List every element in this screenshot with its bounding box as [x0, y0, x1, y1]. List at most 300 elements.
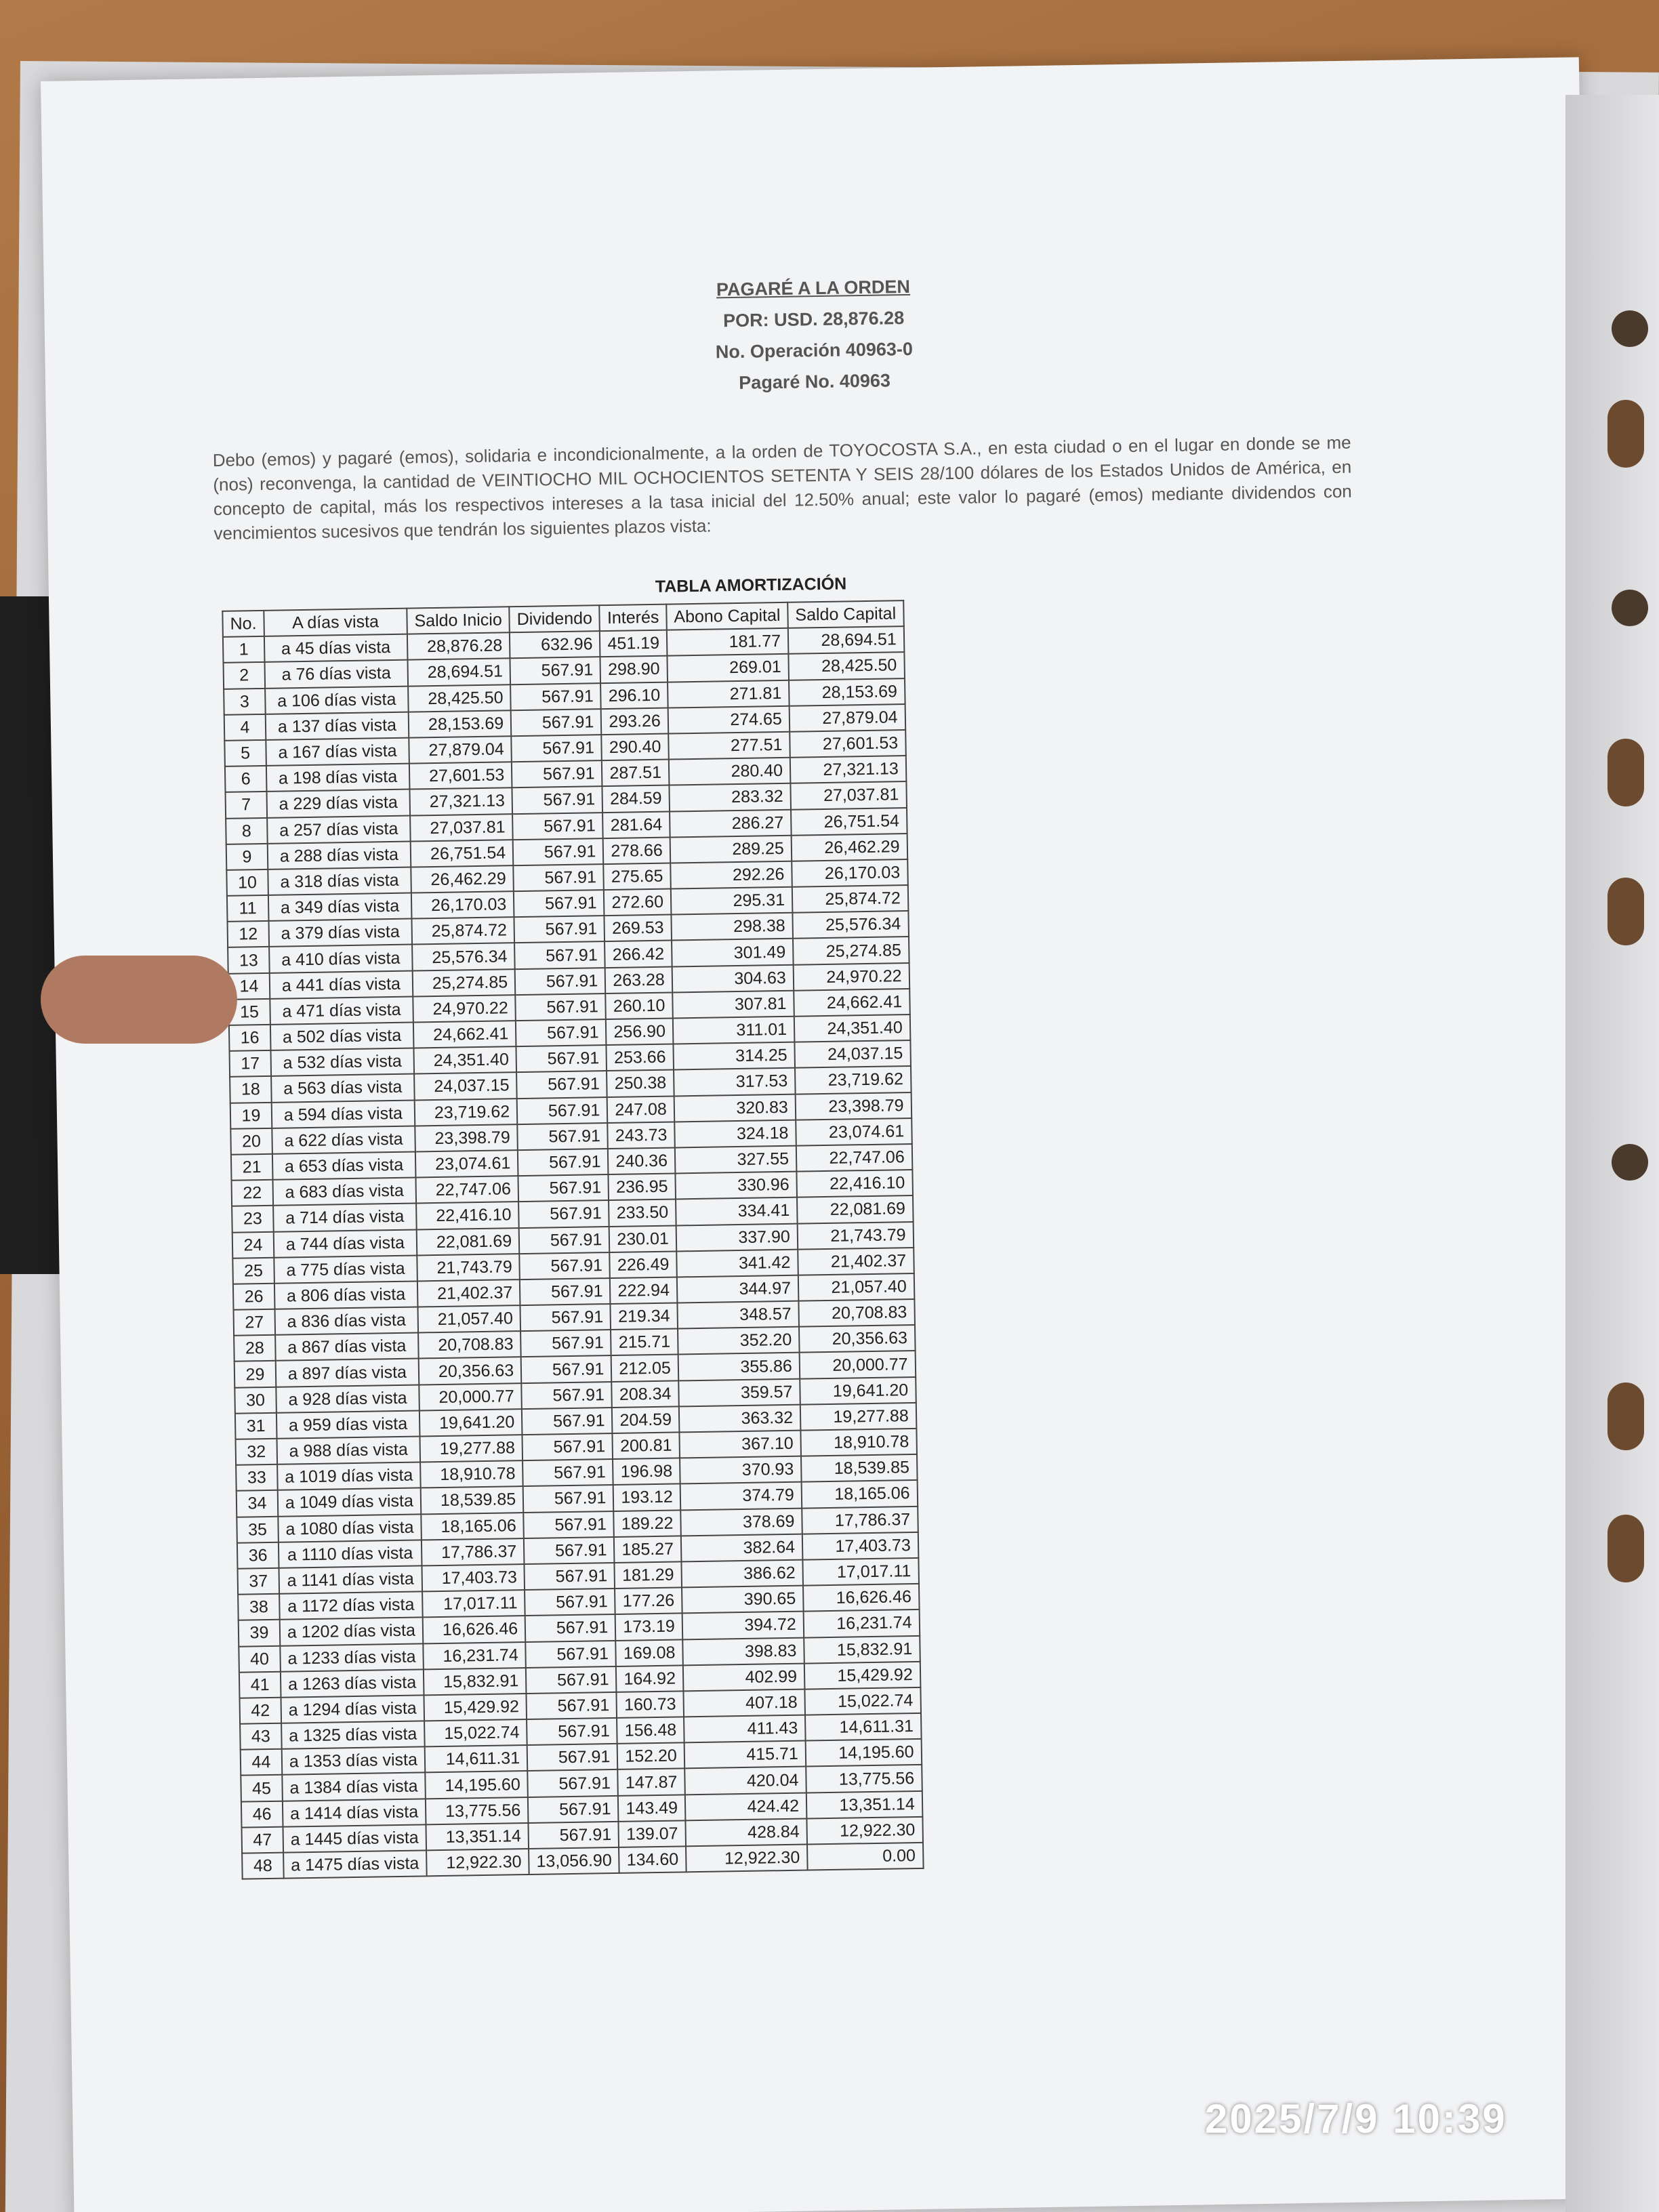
table-cell: 295.31: [671, 887, 793, 915]
table-cell: a 532 días vista: [270, 1048, 414, 1076]
table-cell: 567.91: [525, 1640, 616, 1667]
table-cell: 26,751.54: [411, 840, 514, 867]
punch-hole: [1607, 878, 1644, 945]
table-cell: 17,403.73: [422, 1564, 525, 1592]
table-cell: 13,775.56: [426, 1797, 529, 1825]
table-cell: 311.01: [673, 1017, 795, 1044]
table-cell: a 379 días vista: [268, 919, 412, 947]
table-cell: 32: [236, 1439, 277, 1465]
table-cell: 567.91: [518, 1149, 609, 1176]
table-cell: 21,057.40: [417, 1305, 520, 1333]
table-cell: 173.19: [615, 1614, 682, 1641]
table-cell: a 1384 días vista: [282, 1773, 426, 1801]
table-cell: 27,037.81: [410, 814, 513, 842]
table-cell: 337.90: [676, 1223, 798, 1251]
table-cell: 286.27: [670, 809, 792, 837]
table-cell: a 1445 días vista: [283, 1824, 426, 1852]
table-cell: 567.91: [519, 1252, 610, 1279]
table-cell: 25,874.72: [792, 885, 908, 913]
table-cell: 25: [232, 1257, 274, 1284]
table-cell: 28: [234, 1335, 275, 1361]
table-cell: 567.91: [520, 1278, 611, 1305]
table-cell: 14,611.31: [805, 1713, 921, 1741]
table-cell: 19: [230, 1102, 272, 1128]
table-cell: 212.05: [611, 1355, 678, 1382]
table-cell: 411.43: [684, 1715, 806, 1743]
table-cell: 23,074.61: [796, 1118, 912, 1146]
table-cell: 567.91: [512, 760, 602, 787]
table-cell: 15,022.74: [424, 1719, 527, 1747]
table-cell: 420.04: [684, 1767, 806, 1795]
table-cell: a 471 días vista: [270, 996, 413, 1024]
table-cell: a 167 días vista: [266, 738, 409, 766]
table-cell: 567.91: [520, 1304, 611, 1331]
table-cell: 567.91: [513, 864, 604, 891]
table-cell: 307.81: [672, 991, 794, 1019]
table-cell: 28,153.69: [409, 710, 512, 738]
table-cell: 26: [233, 1284, 274, 1310]
table-cell: 45: [241, 1775, 282, 1801]
table-cell: 47: [242, 1827, 283, 1853]
photo-timestamp: 2025/7/9 10:39: [1205, 2096, 1507, 2142]
table-cell: 382.64: [681, 1534, 803, 1561]
table-cell: 3: [224, 688, 265, 714]
amortization-table: [222, 600, 924, 1880]
table-cell: 23,398.79: [415, 1124, 518, 1152]
table-cell: 189.22: [614, 1510, 681, 1537]
table-cell: a 45 días vista: [264, 634, 408, 662]
table-cell: 14,195.60: [806, 1739, 922, 1767]
table-cell: 24,970.22: [413, 995, 516, 1023]
table-cell: 28,694.51: [407, 659, 510, 687]
table-cell: 25,274.85: [413, 969, 516, 997]
table-cell: 16: [229, 1025, 270, 1051]
table-cell: 24,351.40: [794, 1015, 910, 1042]
table-cell: 304.63: [672, 964, 794, 992]
table-cell: 370.93: [680, 1456, 802, 1484]
table-cell: 28,425.50: [408, 684, 511, 712]
table-cell: 27,879.04: [790, 704, 905, 732]
table-cell: 567.91: [522, 1408, 613, 1435]
table-cell: 567.91: [514, 916, 605, 943]
table-cell: 143.49: [618, 1795, 685, 1822]
table-cell: 25,874.72: [411, 917, 514, 945]
table-cell: 12,922.30: [686, 1845, 808, 1872]
table-cell: a 744 días vista: [274, 1229, 417, 1257]
punch-hole: [1607, 739, 1644, 806]
table-cell: 28,876.28: [407, 632, 510, 660]
punch-hole: [1607, 1515, 1644, 1582]
table-cell: 46: [241, 1801, 283, 1827]
punch-hole: [1607, 400, 1644, 468]
table-cell: a 1475 días vista: [283, 1850, 427, 1878]
table-cell: 26,170.03: [792, 859, 907, 887]
table-cell: 18,165.06: [802, 1480, 918, 1508]
table-cell: 567.91: [526, 1666, 617, 1694]
table-cell: 240.36: [608, 1147, 675, 1174]
table-cell: 134.60: [619, 1846, 686, 1873]
table-cell: 16,626.46: [423, 1616, 526, 1643]
table-cell: 256.90: [606, 1019, 673, 1046]
table-cell: 17,403.73: [802, 1532, 918, 1560]
table-cell: 567.91: [520, 1330, 611, 1357]
table-cell: 320.83: [674, 1094, 796, 1122]
table-cell: a 959 días vista: [276, 1410, 420, 1438]
table-cell: 14,195.60: [425, 1771, 528, 1799]
table-cell: 275.65: [604, 863, 671, 890]
table-cell: 407.18: [683, 1689, 805, 1717]
table-cell: 17,017.11: [422, 1590, 525, 1618]
table-cell: 567.91: [523, 1459, 613, 1486]
table-cell: 222.94: [610, 1277, 677, 1304]
table-cell: 12: [228, 921, 269, 947]
table-cell: a 1353 días vista: [282, 1747, 426, 1775]
table-cell: 567.91: [514, 942, 605, 969]
table-cell: 15,832.91: [804, 1635, 920, 1663]
table-cell: 13,351.14: [426, 1823, 529, 1851]
table-cell: a 1325 días vista: [281, 1721, 425, 1748]
table-cell: 424.42: [685, 1793, 807, 1820]
table-cell: 17: [230, 1050, 271, 1077]
table-cell: a 1172 días vista: [279, 1592, 423, 1620]
table-cell: a 198 días vista: [266, 764, 410, 792]
table-cell: 290.40: [602, 734, 669, 761]
table-cell: 324.18: [674, 1120, 796, 1147]
table-cell: 266.42: [605, 941, 672, 968]
table-cell: 19,277.88: [800, 1403, 916, 1431]
table-cell: 17,786.37: [802, 1506, 918, 1534]
table-cell: a 349 días vista: [268, 893, 412, 921]
column-header: No.: [222, 611, 264, 637]
table-cell: 301.49: [672, 939, 794, 966]
table-cell: a 257 días vista: [267, 815, 411, 843]
table-cell: 2: [224, 662, 265, 689]
table-cell: 39: [239, 1620, 280, 1646]
table-cell: 344.97: [677, 1275, 799, 1303]
table-cell: 567.91: [527, 1718, 617, 1745]
table-cell: 15,429.92: [424, 1694, 527, 1721]
table-cell: 23: [232, 1206, 273, 1232]
table-cell: 20,356.63: [419, 1357, 522, 1385]
table-cell: a 594 días vista: [272, 1100, 415, 1128]
column-header: A días vista: [264, 609, 407, 636]
table-cell: 21,402.37: [417, 1279, 520, 1307]
table-cell: 253.66: [607, 1044, 674, 1071]
table-cell: 177.26: [615, 1588, 682, 1615]
table-cell: 22,416.10: [796, 1170, 912, 1197]
table-cell: 567.91: [515, 968, 606, 995]
table-cell: 9: [226, 844, 268, 870]
table-cell: 567.91: [510, 657, 601, 684]
table-cell: 567.91: [516, 1019, 607, 1046]
table-cell: 22: [232, 1180, 273, 1206]
table-cell: 21,743.79: [798, 1221, 914, 1249]
table-cell: 19,641.20: [800, 1377, 916, 1405]
table-cell: 567.91: [517, 1123, 608, 1150]
table-cell: 341.42: [676, 1249, 798, 1277]
table-cell: 567.91: [511, 735, 602, 762]
table-cell: 15: [228, 999, 270, 1025]
table-cell: a 563 días vista: [271, 1074, 415, 1102]
table-cell: 37: [238, 1568, 279, 1595]
table-cell: 24,037.15: [794, 1040, 910, 1068]
table-cell: 15,832.91: [424, 1668, 527, 1696]
table-cell: 22,747.06: [796, 1144, 912, 1172]
table-cell: 42: [240, 1698, 281, 1724]
table-cell: a 714 días vista: [273, 1204, 417, 1231]
punch-hole: [1612, 590, 1648, 626]
table-cell: 19,641.20: [419, 1409, 523, 1437]
table-cell: a 106 días vista: [265, 686, 409, 714]
table-cell: 208.34: [612, 1380, 679, 1408]
table-cell: 16,231.74: [423, 1642, 526, 1670]
punch-hole: [1612, 1144, 1648, 1181]
table-cell: 27: [234, 1309, 275, 1336]
table-cell: 567.91: [525, 1589, 615, 1616]
table-cell: 28,694.51: [788, 626, 904, 654]
table-cell: 390.65: [682, 1586, 804, 1614]
table-cell: 451.19: [600, 630, 667, 657]
table-cell: 215.71: [611, 1329, 678, 1356]
note-number-line: Pagaré No. 40963: [739, 370, 891, 393]
table-cell: 567.91: [513, 838, 604, 865]
table-cell: 200.81: [613, 1432, 680, 1459]
table-cell: a 653 días vista: [272, 1151, 416, 1179]
table-cell: 567.91: [521, 1355, 612, 1382]
table-cell: a 1202 días vista: [280, 1618, 424, 1645]
table-cell: 18,165.06: [421, 1513, 524, 1540]
table-cell: a 1263 días vista: [281, 1669, 424, 1697]
table-title: TABLA AMORTIZACIÓN: [655, 574, 847, 596]
table-cell: 233.50: [609, 1200, 676, 1227]
table-cell: 567.91: [512, 813, 603, 840]
table-cell: 334.41: [676, 1197, 798, 1225]
table-cell: 23,719.62: [795, 1066, 911, 1094]
table-cell: 398.83: [682, 1637, 804, 1665]
table-cell: 428.84: [685, 1818, 807, 1846]
table-cell: 44: [241, 1749, 282, 1776]
table-cell: 415.71: [684, 1741, 806, 1769]
table-cell: a 410 días vista: [269, 945, 413, 972]
table-cell: a 683 días vista: [272, 1178, 416, 1206]
table-cell: a 806 días vista: [274, 1281, 418, 1309]
table-cell: 363.32: [679, 1404, 801, 1432]
table-cell: 20,000.77: [419, 1383, 522, 1411]
table-cell: 20,708.83: [798, 1299, 914, 1327]
table-cell: 22,747.06: [415, 1176, 518, 1204]
table-cell: 18,539.85: [801, 1454, 917, 1482]
table-cell: 24: [232, 1231, 274, 1258]
table-cell: a 867 días vista: [275, 1333, 419, 1361]
table-cell: 147.87: [618, 1769, 685, 1796]
table-cell: a 502 días vista: [270, 1023, 414, 1050]
table-cell: 13,056.90: [529, 1847, 619, 1875]
table-cell: a 76 días vista: [264, 660, 408, 688]
column-header: Abono Capital: [666, 602, 788, 630]
table-cell: 567.91: [527, 1769, 618, 1797]
table-cell: a 1294 días vista: [281, 1695, 424, 1723]
table-cell: 236.95: [609, 1174, 676, 1201]
table-cell: 260.10: [606, 992, 673, 1019]
table-cell: 38: [238, 1594, 279, 1620]
table-cell: 22,416.10: [416, 1202, 519, 1229]
table-cell: a 288 días vista: [268, 841, 411, 869]
table-cell: a 928 días vista: [276, 1385, 419, 1412]
table-cell: 21: [231, 1154, 272, 1181]
table-cell: 219.34: [611, 1303, 678, 1330]
table-cell: 298.90: [600, 656, 668, 683]
table-cell: 14: [228, 972, 270, 999]
table-cell: 567.91: [524, 1537, 615, 1564]
table-cell: 20: [230, 1128, 272, 1155]
operation-line: No. Operación 40963-0: [715, 338, 914, 363]
table-cell: 48: [242, 1853, 283, 1879]
table-cell: 355.86: [678, 1353, 800, 1380]
table-cell: 394.72: [682, 1612, 804, 1639]
table-cell: 185.27: [614, 1536, 681, 1563]
table-cell: 13,775.56: [806, 1765, 922, 1793]
table-cell: a 1110 días vista: [279, 1540, 422, 1568]
table-cell: 33: [236, 1465, 277, 1491]
table-cell: 139.07: [619, 1820, 686, 1847]
table-cell: 20,356.63: [799, 1325, 915, 1353]
table-cell: 18,910.78: [800, 1429, 916, 1456]
table-cell: 374.79: [680, 1482, 802, 1510]
table-cell: 22,081.69: [797, 1195, 913, 1223]
table-cell: 23,398.79: [796, 1092, 912, 1120]
table-cell: 35: [237, 1516, 278, 1542]
table-cell: 27,601.53: [409, 762, 512, 790]
table-cell: 26,170.03: [411, 891, 514, 919]
table-cell: 21,057.40: [798, 1273, 914, 1301]
table-cell: 28,425.50: [788, 652, 904, 680]
table-cell: 298.38: [671, 913, 793, 941]
table-cell: 296.10: [600, 682, 668, 709]
table-cell: a 441 días vista: [270, 970, 413, 998]
amount-line: POR: USD. 28,876.28: [722, 308, 905, 331]
table-cell: 20,000.77: [800, 1351, 916, 1378]
table-cell: 283.32: [669, 783, 791, 811]
table-cell: a 836 días vista: [274, 1307, 418, 1335]
table-cell: 1: [223, 636, 264, 663]
table-cell: 230.01: [609, 1225, 676, 1252]
table-cell: 567.91: [523, 1485, 614, 1512]
table-cell: 160.73: [617, 1691, 684, 1718]
table-cell: 7: [226, 792, 267, 818]
table-cell: 272.60: [604, 889, 671, 916]
table-cell: 16,626.46: [803, 1584, 919, 1612]
table-cell: 317.53: [674, 1068, 796, 1096]
table-cell: 6: [225, 766, 266, 792]
table-cell: 17,017.11: [802, 1558, 918, 1586]
table-cell: 18: [230, 1076, 271, 1103]
table-cell: 330.96: [675, 1172, 797, 1200]
table-cell: a 318 días vista: [268, 867, 411, 895]
table-cell: 567.91: [529, 1822, 619, 1849]
table-cell: 287.51: [602, 760, 669, 787]
table-cell: 567.91: [516, 1045, 607, 1072]
table-cell: 196.98: [613, 1458, 680, 1486]
table-cell: 24,662.41: [794, 989, 909, 1017]
table-cell: 289.25: [670, 835, 792, 863]
table-cell: 25,576.34: [412, 943, 515, 971]
table-cell: 250.38: [607, 1070, 674, 1097]
table-cell: 27,037.81: [790, 781, 906, 809]
table-cell: 164.92: [616, 1665, 683, 1692]
table-cell: 24,662.41: [413, 1021, 516, 1048]
table-cell: 22,081.69: [417, 1228, 520, 1256]
table-cell: a 229 días vista: [266, 790, 410, 817]
table-cell: 280.40: [669, 758, 791, 785]
table-cell: 24,037.15: [414, 1073, 517, 1101]
table-cell: a 1233 días vista: [280, 1643, 424, 1671]
table-cell: 269.53: [605, 915, 672, 942]
table-cell: 41: [239, 1671, 281, 1698]
table-cell: 169.08: [616, 1639, 683, 1666]
table-cell: 386.62: [681, 1560, 803, 1588]
table-cell: 204.59: [612, 1406, 679, 1433]
table-cell: 20,708.83: [418, 1331, 521, 1359]
table-cell: 226.49: [610, 1251, 677, 1278]
table-cell: 278.66: [603, 837, 670, 864]
table-cell: 292.26: [670, 861, 792, 889]
table-cell: 567.91: [523, 1433, 613, 1460]
table-cell: 4: [224, 714, 266, 741]
table-cell: 359.57: [678, 1378, 800, 1406]
table-cell: 25,274.85: [793, 937, 909, 964]
table-cell: 18,539.85: [421, 1486, 524, 1514]
table-cell: a 1049 días vista: [278, 1488, 422, 1516]
table-cell: 567.91: [521, 1382, 612, 1409]
table-cell: 402.99: [683, 1663, 805, 1691]
table-cell: 26,462.29: [411, 865, 514, 893]
body-paragraph: Debo (emos) y pagaré (emos), solidaria e incondicionalmente, a la orden de TOYOCOSTA S.A., en esta ciudad o en el lugar en donde se me (nos) reconvenga, la cantidad de VEINTIOCHO MIL OCHOCIENTOS SETENTA Y SEIS 28/100 dólares de los Estados Unidos de América, en concepto de capital, más los respectivos intereses a la tasa inicial del 12.50% anual; este valor lo pagaré (emos) mediante dividendos con vencimientos sucesivos que tendrán los siguientes plazos vista:: [212, 432, 1352, 544]
punch-hole: [1612, 310, 1648, 347]
table-cell: 567.91: [518, 1174, 609, 1202]
table-cell: 0.00: [807, 1843, 923, 1870]
table-cell: 13: [228, 947, 269, 973]
table-cell: 14,611.31: [425, 1745, 528, 1773]
table-cell: 263.28: [605, 966, 672, 994]
table-cell: 21,402.37: [798, 1248, 914, 1275]
table-cell: 12,922.30: [806, 1817, 922, 1845]
table-cell: 11: [227, 895, 268, 922]
table-cell: 348.57: [677, 1301, 799, 1329]
table-cell: a 1414 días vista: [283, 1799, 426, 1826]
table-cell: 10: [226, 869, 268, 896]
table-cell: a 137 días vista: [266, 712, 409, 739]
table-body: [223, 626, 923, 1879]
table-cell: 293.26: [601, 708, 668, 735]
table-cell: 327.55: [675, 1146, 797, 1174]
table-cell: 632.96: [510, 631, 600, 658]
table-cell: 27,321.13: [409, 788, 512, 816]
table-cell: 17,786.37: [422, 1538, 525, 1566]
column-header: Interés: [600, 605, 667, 632]
table-cell: 247.08: [607, 1096, 674, 1123]
table-cell: 19,277.88: [419, 1435, 523, 1462]
table-cell: a 622 días vista: [272, 1126, 415, 1153]
table-cell: 28,153.69: [789, 678, 905, 706]
table-cell: 567.91: [527, 1692, 617, 1719]
table-cell: 27,321.13: [790, 756, 906, 783]
table-cell: 193.12: [613, 1484, 680, 1511]
table-cell: 243.73: [608, 1122, 675, 1149]
table-cell: 567.91: [517, 1097, 608, 1124]
table-cell: 181.77: [667, 628, 789, 656]
table-cell: 34: [237, 1490, 278, 1517]
table-cell: a 1080 días vista: [278, 1514, 422, 1542]
